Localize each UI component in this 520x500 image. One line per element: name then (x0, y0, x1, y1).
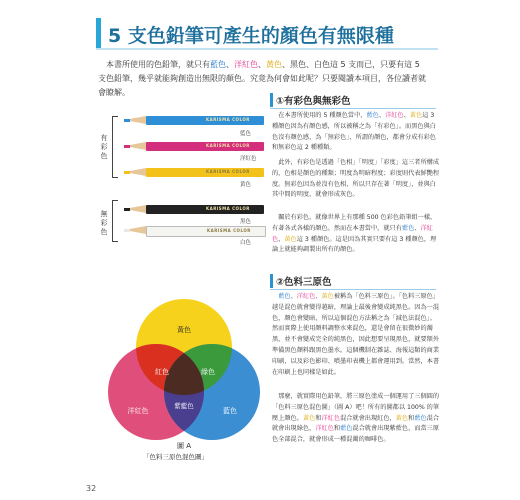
pencil-brand-stamp: KARISMA COLOR (206, 169, 250, 174)
intro-seg: 、 (258, 60, 266, 69)
page-title: 5 支色鉛筆可產生的顏色有無限種 (108, 25, 394, 47)
text-seg: 藍色 (340, 425, 353, 433)
pencil-brand-stamp: KARISMA COLOR (206, 117, 250, 122)
section2-paragraph-1 (272, 292, 440, 378)
pencil-brand-stamp: KARISMA COLOR (207, 228, 251, 233)
text-seg: 、 (278, 235, 285, 243)
pencil-body (146, 168, 264, 177)
venn-label-red: 紅色 (155, 368, 169, 376)
pencil-label: 白色 (240, 240, 252, 246)
text-seg: 和 (333, 425, 341, 433)
pencil-tip (124, 208, 130, 211)
pencil-body (146, 205, 264, 214)
section1-paragraph-1 (272, 111, 440, 154)
text-seg: 黃色 (321, 293, 334, 300)
figure-caption-text: 「色料三原色混色圖」 (143, 453, 208, 461)
pencil-tip (124, 145, 130, 148)
pencil (124, 142, 264, 151)
text-seg: 這 3 種顏色因為有顏色感，所以被稱之為「有彩色」。而黑色與白色沒有顏色感，為「無彩色」，所謂的顏色，都會分成有彩色和無彩色這 2 種種類。 (272, 112, 436, 152)
section2-heading-bar (270, 274, 273, 288)
venn-label-yellow: 黃色 (177, 326, 191, 334)
pencil-tip (124, 229, 130, 232)
intro-seg: 本書所使用的色鉛筆，就只有 (106, 60, 210, 69)
venn-label-green: 綠色 (201, 368, 215, 376)
text-seg: 黃色 (302, 414, 316, 422)
text-seg: 、 (414, 224, 421, 232)
text-seg: 洋紅色 (272, 224, 433, 243)
pencil-label: 洋紅色 (240, 156, 257, 162)
text-seg: 和 (315, 414, 322, 422)
venn-label-magenta: 洋紅色 (127, 407, 149, 415)
text-seg: 那麼，就實際用色鉛筆，將三原色塗成一個運用了三個圓的「色料三原色混色圖」（圖 A）吧！所有的圖都以 100% 的筆壓上顏色。 (272, 393, 440, 422)
text-seg: 關於有彩色，就像世界上有那種 500 色彩色鉛筆組一樣，有著各式各樣的顏色。然而在本書當中，就只有 (272, 214, 437, 232)
group-label-chromatic: 有彩色 (100, 134, 108, 160)
intro-seg: 藍色 (210, 60, 226, 69)
pencil-label: 黑色 (240, 219, 252, 225)
section2-heading (270, 274, 436, 288)
venn-label-blue-violet: 紫藍色 (174, 402, 194, 410)
pencil-brand-stamp: KARISMA COLOR (206, 206, 250, 211)
section1-rule (270, 108, 436, 109)
section2-paragraph-2 (272, 392, 440, 446)
pencil-tip (124, 171, 130, 174)
pencil (124, 116, 264, 125)
pencil-label: 藍色 (240, 131, 252, 137)
bracket-chromatic (112, 116, 118, 178)
section1-heading-text: ①有彩色與無彩色 (276, 96, 351, 107)
pencil-body (146, 116, 264, 125)
text-seg: 藍色 (414, 414, 427, 422)
text-seg: 、 (378, 112, 386, 119)
text-seg: 、 (290, 293, 297, 300)
text-seg: 混合就會出現紅色， (340, 414, 396, 422)
intro-seg: 、 (226, 60, 234, 69)
text-seg: 洋紅色 (385, 112, 404, 119)
section2-heading-text: ②色料三原色 (276, 277, 332, 288)
text-seg: 洋紅色 (321, 414, 341, 422)
pencil-label: 黃色 (240, 182, 252, 188)
pencil (124, 168, 264, 177)
pencil (124, 226, 264, 235)
bracket-achromatic (112, 200, 118, 242)
text-seg: 洋紅色 (315, 425, 334, 433)
venn-label-blue: 藍色 (223, 407, 237, 415)
text-seg: 在本書所使用的 5 種顏色當中， (278, 112, 367, 119)
intro-seg: 黃色 (266, 60, 282, 69)
title-underline (96, 48, 438, 50)
text-seg: 洋紅色 (296, 293, 316, 300)
text-seg: 黃色 (284, 235, 297, 243)
page-number: 32 (86, 484, 97, 493)
text-seg: 混合就會出現紫藍色，而當三原色全部混合，就會形成一種混濁的咖啡色。 (272, 425, 440, 444)
section1-heading (270, 93, 436, 107)
text-seg: 、 (403, 112, 410, 119)
pencil-body (146, 226, 266, 237)
section2-rule (270, 289, 436, 290)
intro-seg: 、黑色、白色這 5 支而已，只要有這 5 支色鉛筆，幾乎就能夠創造出無限的顏色。究竟為何會如此呢？只要閱讀本項目，各位讀者就會瞭解。 (98, 60, 426, 97)
pencil-tip (124, 119, 130, 122)
text-seg: 黃色 (395, 414, 409, 422)
section1-paragraph-3 (272, 213, 440, 256)
text-seg: 和 (408, 414, 415, 422)
pencil-body (146, 142, 264, 151)
text-seg: 、 (315, 293, 322, 300)
text-seg: 藍色 (278, 293, 291, 300)
intro-text (98, 60, 106, 69)
pencil-brand-stamp: KARISMA COLOR (206, 143, 250, 148)
intro-seg: 洋紅色 (234, 60, 258, 69)
text-seg: 黃色 (409, 112, 423, 119)
group-label-achromatic: 無彩色 (100, 210, 108, 236)
text-seg: 被稱為「色料三原色」。「色料三原色」越是混色就會變得越暗，理論上最後會變成純黑色。因為一混色，顏色會變暗，所以這個混色方法稱之為「減色法混色」。然而實際上使用顏料調整水來混色，還是會留在很微妙的濁黑，並不會變成完全的純黑色，因此想要呈現黑色，就要額外準備黑色顏料跟黑色墨水。這個機制在雜誌、海報這類的商業印刷，以及彩色影印、噴墨印表機上都會運用到。當然，本書在印刷上也同樣是如此。 (272, 293, 440, 376)
venn-diagram (98, 292, 268, 442)
text-seg: 這 3 種顏色。這是因為其實只要有這 3 種顏色，理論上就能夠調製出所有的顏色。 (272, 235, 437, 254)
text-seg: 藍色 (366, 112, 379, 119)
section1-paragraph-2 (272, 158, 440, 201)
text-seg: 混合就會出現綠色， (272, 414, 440, 433)
section1-heading-bar (270, 93, 273, 107)
figure-caption-title: 圖 A (177, 442, 192, 450)
text-seg: 藍色 (401, 224, 415, 232)
pencil (124, 205, 264, 214)
text-seg: 此外，有彩色是透過「色相」「明度」「彩度」這三者所構成的，色相是顏色的種類；明度為明暗程度；彩度則代表鮮艷程度。無彩色因為並沒有色相，所以只存在著「明度」，並與白其中間的明度，就會形成灰色。 (272, 159, 440, 199)
